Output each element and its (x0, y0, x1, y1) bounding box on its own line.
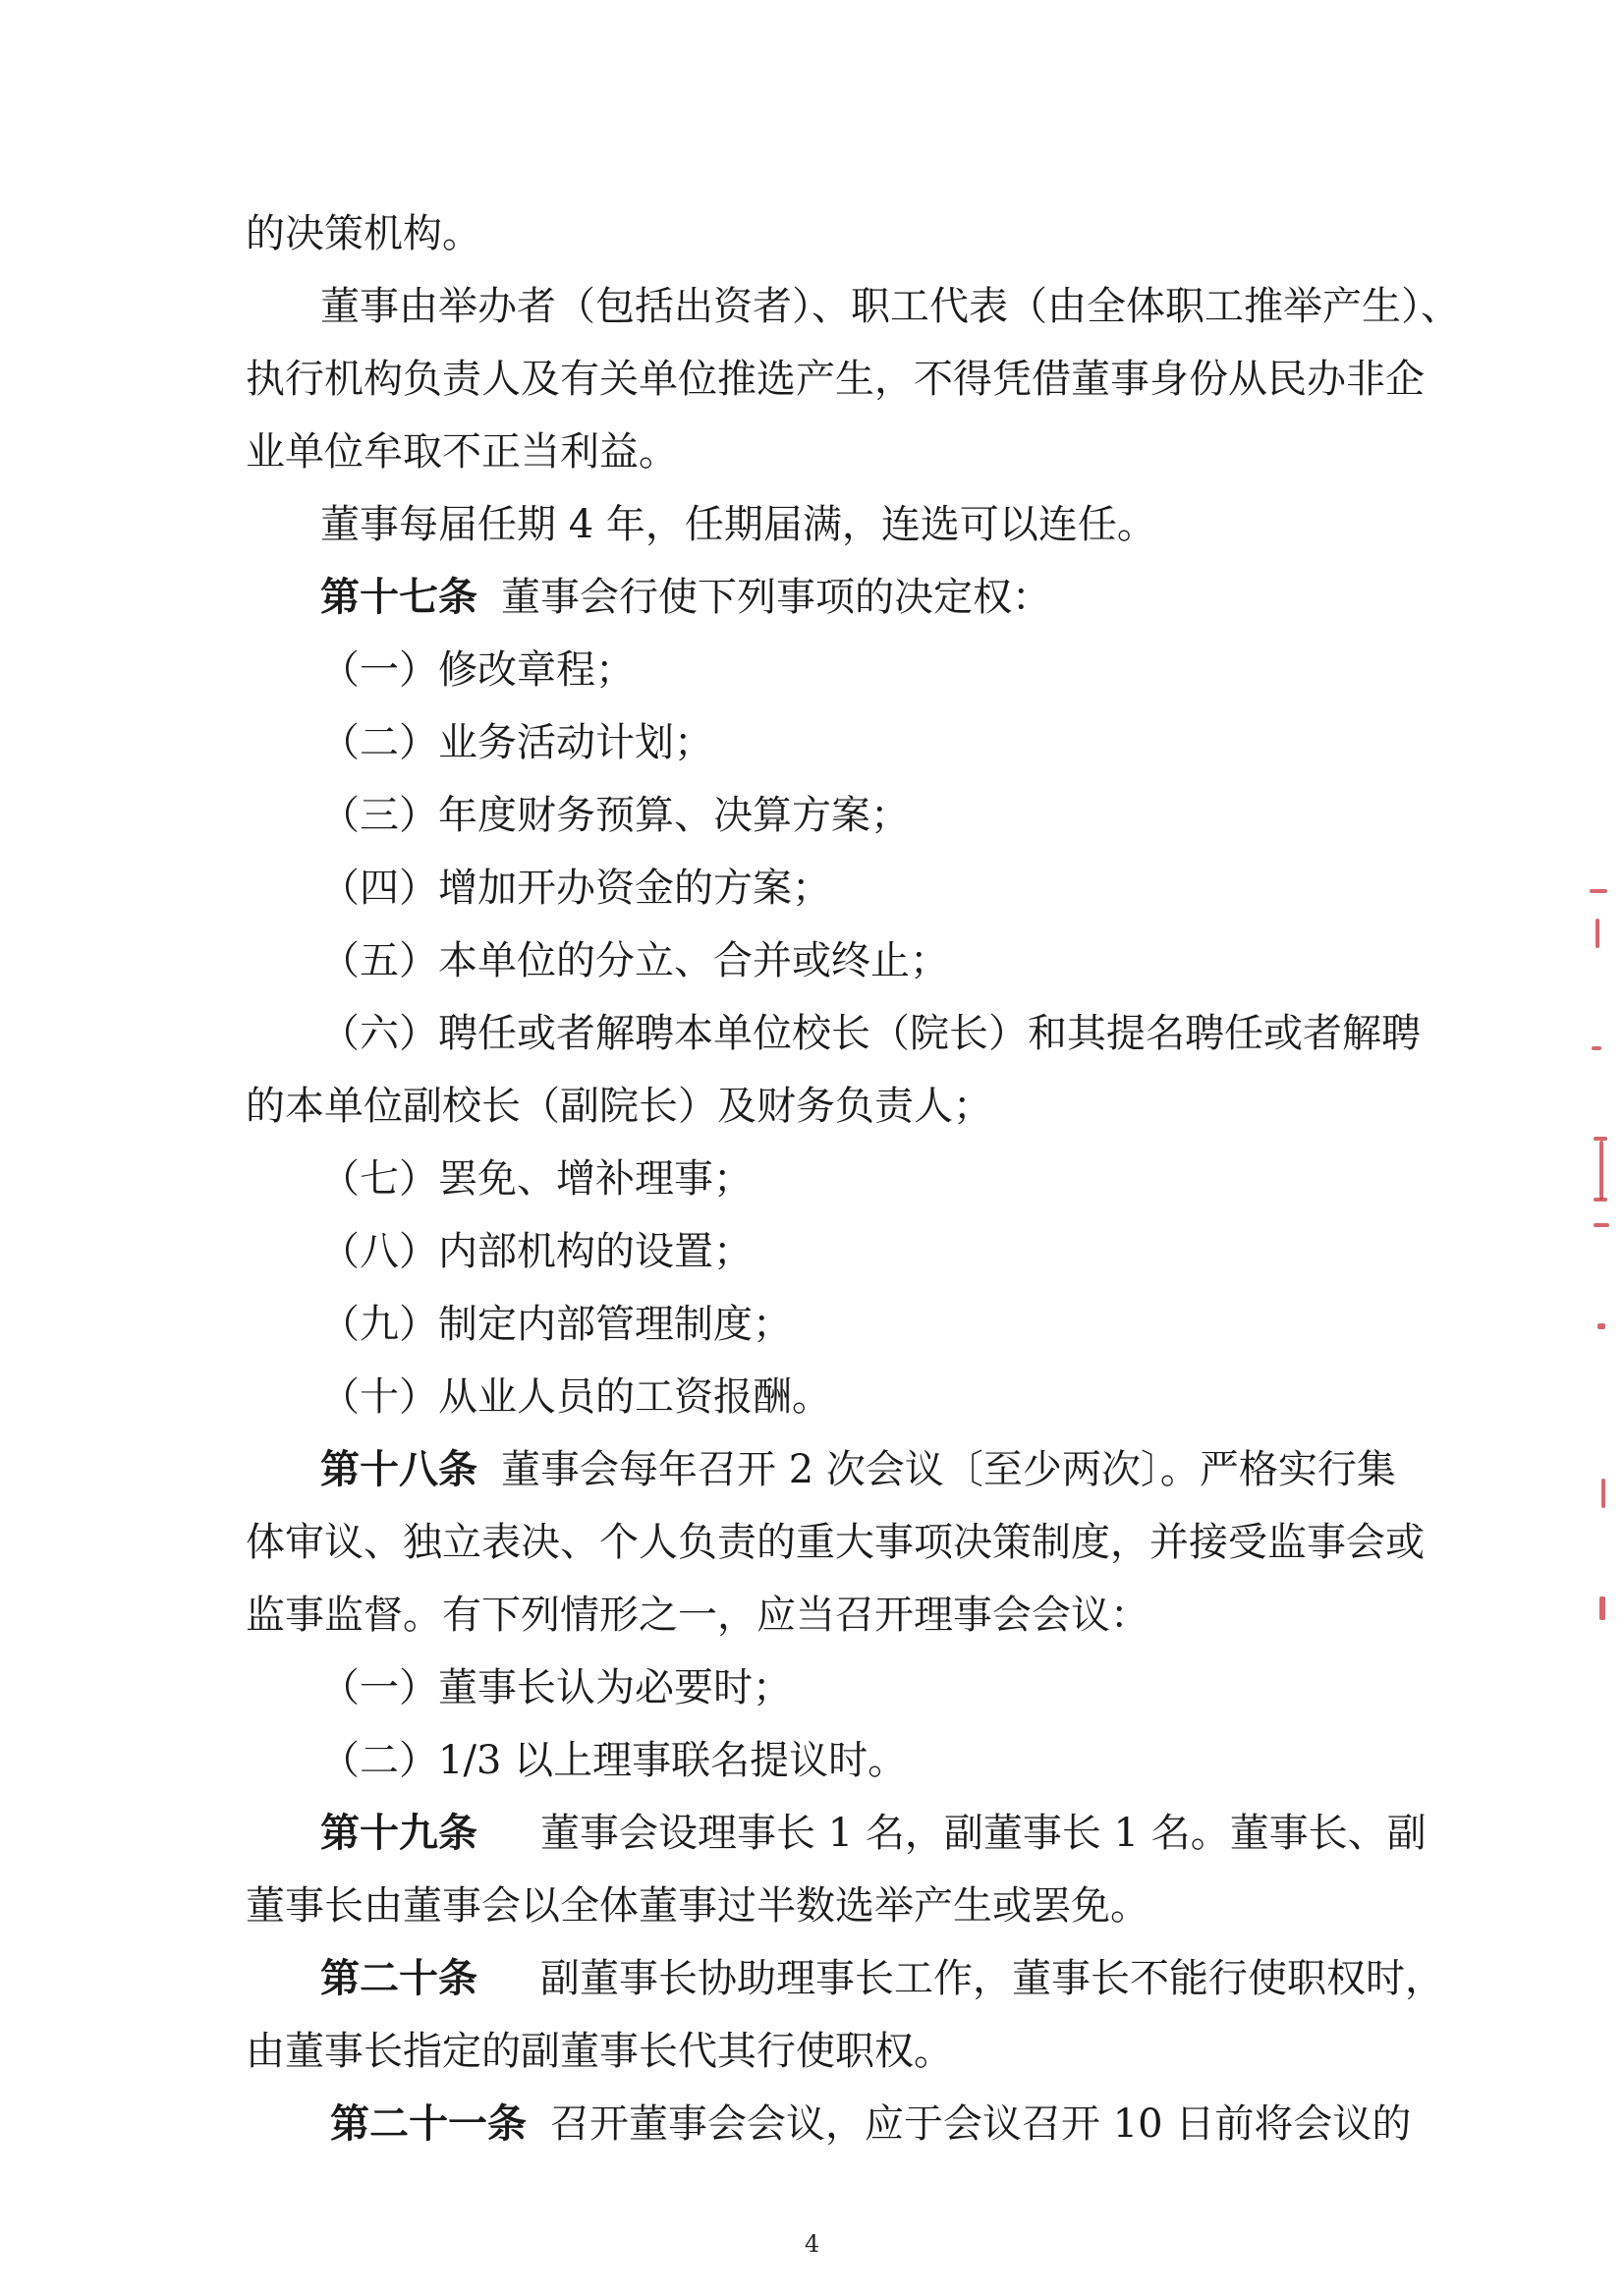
article-text: 副董事长协助理事长工作，董事长不能行使职权时， (501, 1956, 1444, 2001)
article-text: 董事会每年召开 2 次会议〔至少两次〕。严格实行集 (501, 1447, 1396, 1492)
article-17 (320, 574, 1051, 620)
list-item: （六）聘任或者解聘本单位校长（院长）和其提名聘任或者解聘 (320, 1011, 1421, 1056)
article-heading: 第十九条 (320, 1810, 477, 1856)
text-line: 体审议、独立表决、个人负责的重大事项决策制度，并接受监事会或 (246, 1520, 1425, 1565)
list-item: （八）内部机构的设置； (320, 1229, 753, 1274)
text-line: 由董事长指定的副董事长代其行使职权。 (246, 2029, 953, 2074)
text-line: 的决策机构。 (246, 211, 481, 256)
list-item: （二）业务活动计划； (320, 720, 713, 765)
list-item: （九）制定内部管理制度； (320, 1302, 792, 1347)
list-item: （一）修改章程； (320, 647, 635, 693)
article-text: 董事会设理事长 1 名，副董事长 1 名。董事长、副 (501, 1811, 1427, 1856)
article-heading: 第十七条 (320, 574, 477, 620)
text-line: 的本单位副校长（副院长）及财务负责人； (246, 1084, 992, 1129)
text-line: 监事监督。有下列情形之一，应当召开理事会会议： (246, 1593, 1149, 1638)
list-item: （十）从业人员的工资报酬。 (320, 1374, 831, 1420)
list-item: （三）年度财务预算、决算方案； (320, 793, 910, 838)
seal-stamp-edge (1588, 889, 1611, 1655)
article-text: 董事会行使下列事项的决定权： (501, 575, 1051, 620)
article-heading: 第十八条 (320, 1446, 477, 1492)
list-item: （二）1/3 以上理事联名提议时。 (320, 1738, 908, 1783)
text-line: 业单位牟取不正当利益。 (246, 429, 678, 475)
page-number: 4 (804, 2230, 820, 2258)
text-line: 董事长由董事会以全体董事过半数选举产生或罢免。 (246, 1883, 1149, 1929)
list-item: （一）董事长认为必要时； (320, 1665, 792, 1710)
article-21 (330, 2100, 1412, 2147)
list-item: （四）增加开办资金的方案； (320, 866, 831, 911)
list-item: （七）罢免、增补理事； (320, 1156, 753, 1202)
article-20 (320, 1955, 1444, 2001)
article-text: 召开董事会会议，应于会议召开 10 日前将会议的 (550, 2101, 1412, 2147)
text-line: 董事由举办者（包括出资者）、职工代表（由全体职工推举产生）、 (320, 284, 1460, 329)
text-line: 董事每届任期 4 年，任期届满，连选可以连任。 (320, 502, 1156, 547)
list-item: （五）本单位的分立、合并或终止； (320, 938, 949, 983)
article-heading: 第二十条 (320, 1955, 477, 2001)
article-heading: 第二十一条 (330, 2100, 527, 2147)
text-line: 执行机构负责人及有关单位推选产生，不得凭借董事身份从民办非企 (246, 357, 1425, 402)
article-18 (320, 1446, 1396, 1492)
article-19 (320, 1810, 1427, 1856)
